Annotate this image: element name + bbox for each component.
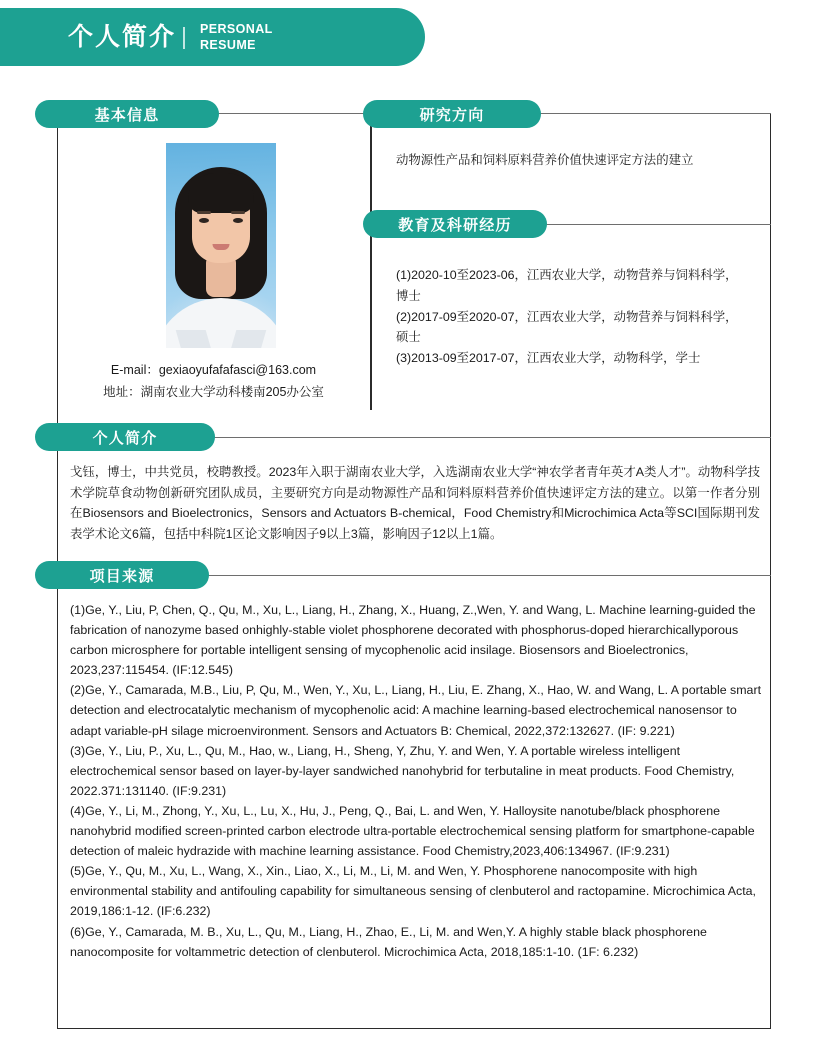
banner-title-en-line2: RESUME	[200, 38, 256, 52]
section-pill-personal-profile-label: 个人简介	[92, 429, 158, 447]
publication-item: (5)Ge, Y., Qu, M., Xu, L., Wang, X., Xin., Liao, X., Li, M., Li, M. and Wen, Y. Phosphorene nanocomposite with high environmental stability and antifouling capability for simultaneous sensing of clenbuterol and ractopamine. Microchimica Acta, 2019,186:1-12. (IF:6.232)	[70, 864, 756, 919]
publication-item: (2)Ge, Y., Camarada, M.B., Liu, P, Qu, M., Wen, Y., Xu, L., Liang, H., Liu, E. Zhang, X., Hao, W. and Wang, L. A portable smart detection and electrocatalytic mechanism of mycophenolic acid: A machine learning-based electrochemical nanosensor to adapt variable-pH silage microenvironment. Sensors and Actuators B: Chemical, 2022,372:132627. (IF: 9.221)	[70, 683, 762, 738]
portrait-eye-right	[233, 218, 243, 223]
banner-title-cn: 个人简介	[68, 22, 177, 51]
contact-address-text: 地址：湖南农业大学动科楼南205办公室	[103, 385, 324, 399]
personal-profile-text: 戈钰，博士，中共党员，校聘教授。2023年入职于湖南农业大学，入选湖南农业大学“神农学者青年英才A类人才”。动物科学技术学院草食动物创新研究团队成员，主要研究方向是动物源性产品和饲料原料营养价值快速评定方法的建立。以第一作者分别在Biosensors and Bioelectronics，Sensors and Actuators B-chemical，Food Chemistry和Microchimica Acta等SCI国际期刊发表学术论文6篇，包括中科院1区论文影响因子9以上3篇，影响因子12以上1篇。	[70, 465, 760, 541]
portrait-hair-top	[188, 173, 254, 213]
portrait-collar-right	[224, 330, 267, 348]
banner-title-en-line1: PERSONAL	[200, 21, 273, 36]
research-direction-text: 动物源性产品和饲料原料营养价值快速评定方法的建立	[396, 153, 694, 167]
column-divider	[370, 113, 372, 410]
publication-item: (3)Ge, Y., Liu, P., Xu, L., Qu, M., Hao, w., Liang, H., Sheng, Y, Zhu, Y. and Wen, Y. A portable wireless intelligent electrochemical sensor based on layer-by-layer sandwiched nanohybrid for terbutaline in meat products. Food Chemistry, 2022.371:131140. (IF:9.231)	[70, 743, 735, 798]
section-pill-research-direction-label: 研究方向	[419, 106, 485, 124]
portrait-eye-left	[199, 218, 209, 223]
banner-separator: |	[181, 22, 187, 49]
education-entry: (1)2020-10至2023-06，江西农业大学，动物营养与饲料科学，博士	[396, 268, 738, 303]
contact-email	[57, 360, 370, 382]
portrait-brow-right	[231, 211, 245, 214]
publication-item: (6)Ge, Y., Camarada, M. B., Xu, L., Qu, M., Liang, H., Zhao, E., Li, M. and Wen,Y. A highly stable black phosphorene nanocomposite for voltammetric detection of clenbuterol. Microchimica Acta, 2018,185:1-10. (1F: 6.232)	[70, 924, 707, 959]
section-pill-research-direction	[363, 100, 541, 128]
section-pill-basic-info	[35, 100, 219, 128]
contact-email-text: E-mail：gexiaoyufafafasci@163.com	[110, 363, 317, 377]
section-pill-project-sources-label: 项目来源	[89, 567, 155, 585]
portrait-photo	[166, 143, 276, 348]
publication-item: (1)Ge, Y., Liu, P, Chen, Q., Qu, M., Xu, L., Liang, H., Zhang, X., Huang, Z.,Wen, Y. and Wang, L. Machine learning-guided the fabrication of nanozyme based onhighly-stable violet phosphorene decorated with phosphorus-doped hierarchicallyporous carbon microsphere for portable intelligent sensing of mycophenolic acid insilage. Biosensors and Bioelectronics, 2023,237:115454. (IF:12.545)	[70, 603, 756, 678]
header-banner	[0, 8, 425, 66]
section-pill-education-label: 教育及科研经历	[398, 216, 512, 234]
portrait-collar-left	[176, 330, 219, 348]
research-direction-body	[396, 150, 756, 170]
section-pill-basic-info-label: 基本信息	[94, 106, 160, 124]
contact-address	[57, 382, 370, 404]
publication-item: (4)Ge, Y., Li, M., Zhong, Y., Xu, L., Lu, X., Hu, J., Peng, Q., Bai, L. and Wen, Y. Halloysite nanotube/black phosphorene nanohybrid modified screen-printed carbon electrode ultra-portable electrochemical sensing platform for smartphone-capable detection of maleic hydrazide with machine learning assistance. Food Chemistry,2023,406:134967. (IF:9.231)	[70, 803, 755, 859]
education-entry: (2)2017-09至2020-07，江西农业大学，动物营养与饲料科学，硕士	[396, 309, 738, 345]
portrait-shoulders	[166, 298, 276, 348]
section-pill-project-sources	[35, 561, 209, 589]
education-entry: (3)2013-09至2017-07，江西农业大学，动物科学，学士	[396, 351, 701, 366]
publication-list	[70, 600, 762, 962]
banner-title-en	[200, 21, 273, 54]
portrait-brow-left	[197, 211, 211, 214]
section-pill-personal-profile	[35, 423, 215, 451]
section-pill-education	[363, 210, 547, 238]
education-entries	[396, 265, 741, 369]
personal-profile-body	[70, 462, 760, 544]
